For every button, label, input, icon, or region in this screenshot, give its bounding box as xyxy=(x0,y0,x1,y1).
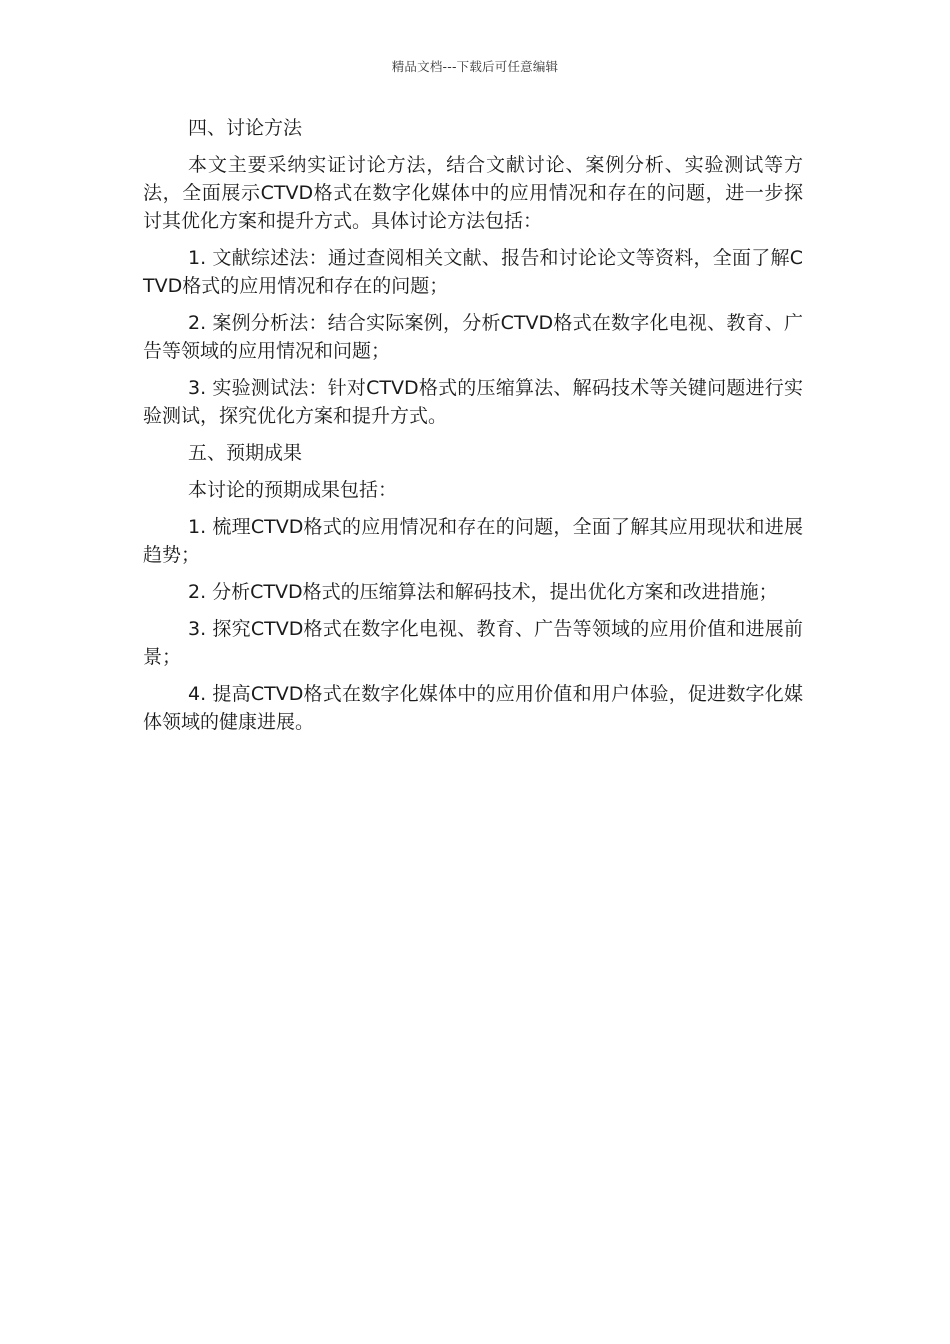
list-item-experiment-test: 3. 实验测试法：针对CTVD格式的压缩算法、解码技术等关键问题进行实验测试，探究优化方案和提升方式。 xyxy=(143,377,803,427)
page-header: 精品文档---下载后可任意编辑 xyxy=(391,59,559,74)
section-heading-outcomes: 五、预期成果 xyxy=(188,442,303,464)
list-item-outcome-2: 2. 分析CTVD格式的压缩算法和解码技术，提出优化方案和改进措施； xyxy=(188,581,778,603)
list-item-outcome-3: 3. 探究CTVD格式在数字化电视、教育、广告等领域的应用价值和进展前景； xyxy=(143,618,803,668)
list-item-case-analysis: 2. 案例分析法：结合实际案例，分析CTVD格式在数字化电视、教育、广告等领域的应用情况和问题； xyxy=(143,312,803,362)
section-heading-methods: 四、讨论方法 xyxy=(188,117,303,139)
list-item-literature-review: 1. 文献综述法：通过查阅相关文献、报告和讨论论文等资料，全面了解CTVD格式的应用情况和存在的问题； xyxy=(143,247,803,297)
list-item-outcome-1: 1. 梳理CTVD格式的应用情况和存在的问题，全面了解其应用现状和进展趋势； xyxy=(143,516,803,566)
document-body xyxy=(143,114,803,745)
paragraph-outcomes-intro: 本讨论的预期成果包括： xyxy=(188,479,398,501)
list-item-outcome-4: 4. 提高CTVD格式在数字化媒体中的应用价值和用户体验，促进数字化媒体领域的健康进展。 xyxy=(143,683,803,733)
paragraph-methods-intro: 本文主要采纳实证讨论方法，结合文献讨论、案例分析、实验测试等方法，全面展示CTVD格式在数字化媒体中的应用情况和存在的问题，进一步探讨其优化方案和提升方式。具体讨论方法包括： xyxy=(143,154,803,232)
